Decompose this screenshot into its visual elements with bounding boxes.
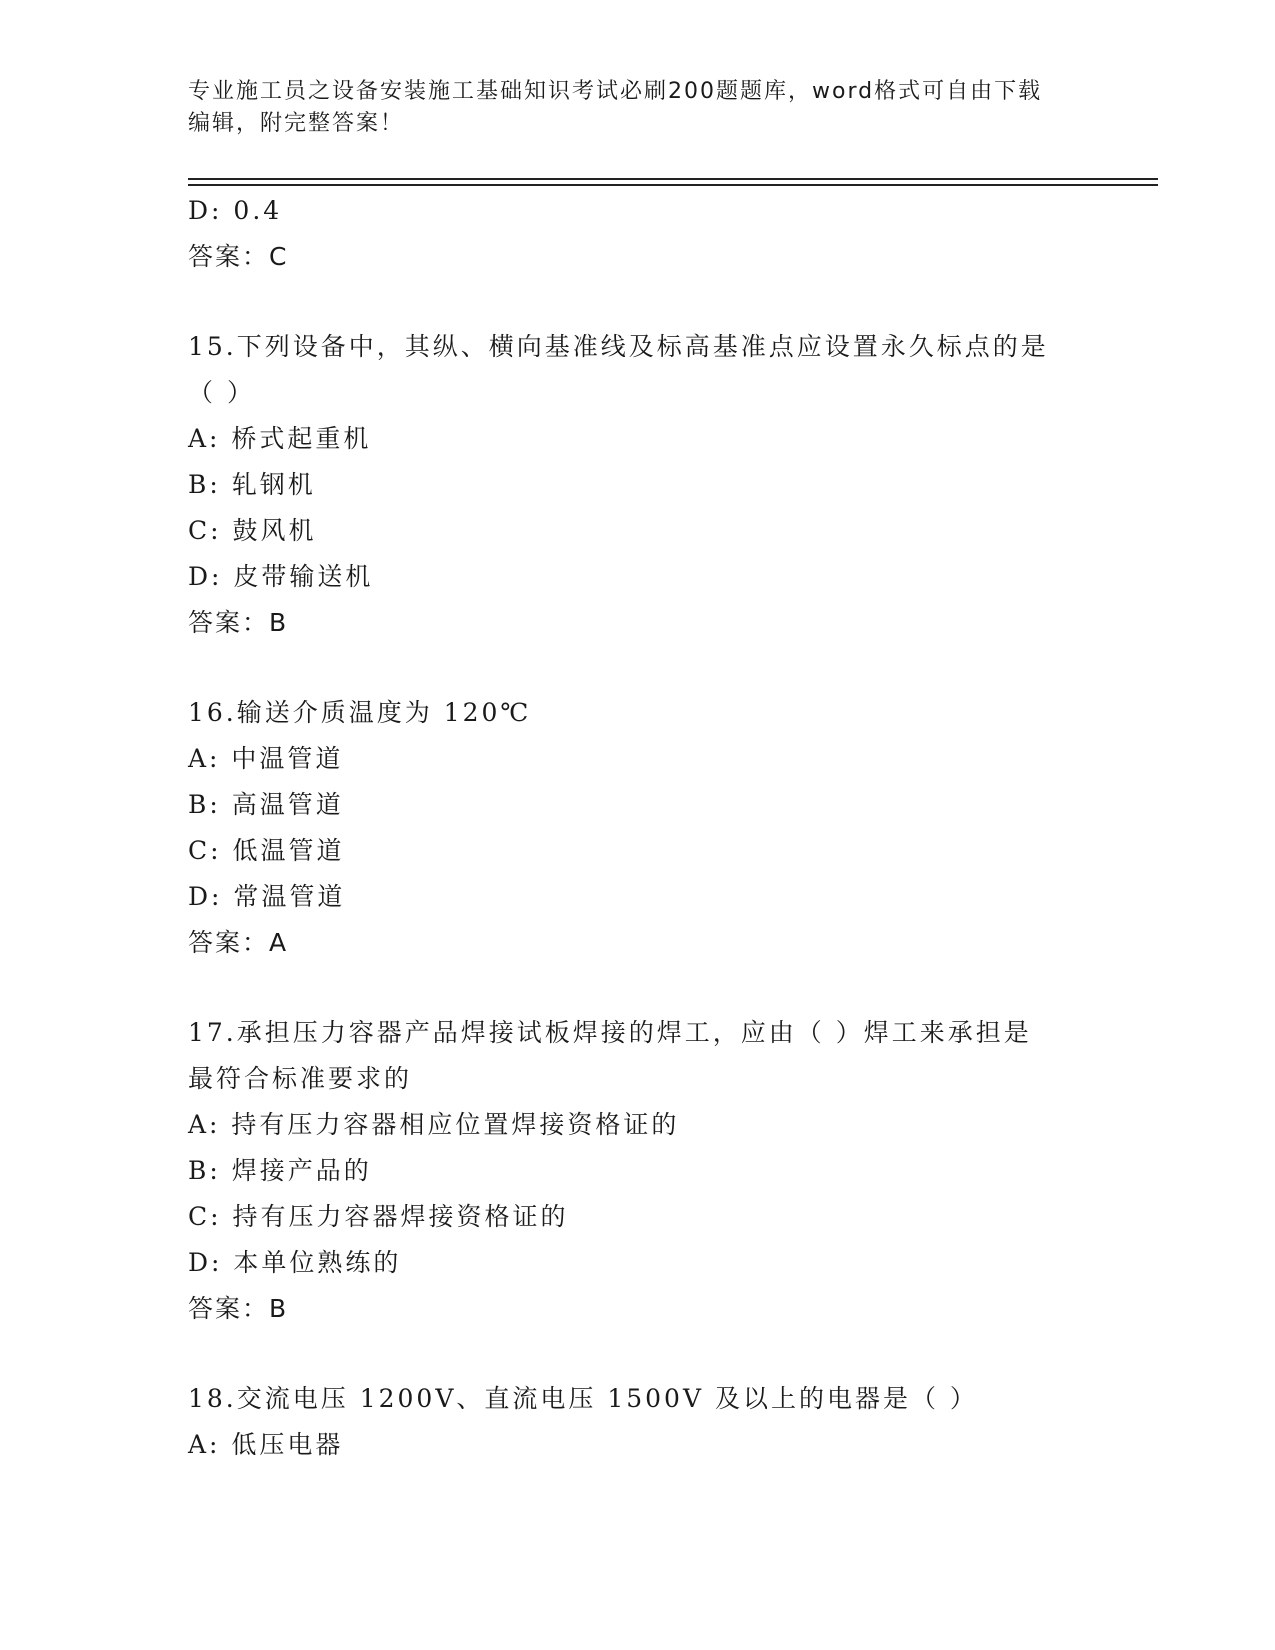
prev-option-d: D: 0.4 bbox=[188, 196, 283, 225]
question-16 bbox=[188, 690, 1088, 966]
spacer bbox=[188, 646, 1088, 690]
prev-answer: 答案：C bbox=[188, 242, 289, 271]
question-list bbox=[188, 188, 1088, 1468]
header-title-line2: 编辑，附完整答案！ bbox=[188, 111, 405, 136]
question-stem: 17.承担压力容器产品焊接试板焊接的焊工，应由（ ）焊工来承担是 bbox=[188, 1018, 1032, 1047]
question-stem-continued: （ ） bbox=[188, 378, 255, 407]
answer: 答案：B bbox=[188, 1294, 289, 1323]
question-15 bbox=[188, 324, 1088, 646]
answer: 答案：A bbox=[188, 928, 289, 957]
header-divider-top bbox=[188, 178, 1158, 180]
option-d: D: 皮带输送机 bbox=[188, 562, 374, 591]
document-header bbox=[188, 76, 1088, 140]
answer: 答案：B bbox=[188, 608, 289, 637]
option-d: D: 常温管道 bbox=[188, 882, 346, 911]
question-stem: 18.交流电压 1200V、直流电压 1500V 及以上的电器是（ ） bbox=[188, 1384, 978, 1413]
question-stem: 16.输送介质温度为 120℃ bbox=[188, 698, 532, 727]
question-17 bbox=[188, 1010, 1088, 1332]
option-b: B: 高温管道 bbox=[188, 790, 344, 819]
option-a: A: 中温管道 bbox=[188, 744, 344, 773]
option-c: C: 持有压力容器焊接资格证的 bbox=[188, 1202, 569, 1231]
option-d: D: 本单位熟练的 bbox=[188, 1248, 402, 1277]
question-stem: 15.下列设备中，其纵、横向基准线及标高基准点应设置永久标点的是 bbox=[188, 332, 1049, 361]
header-divider-bottom bbox=[188, 184, 1158, 186]
option-b: B: 焊接产品的 bbox=[188, 1156, 372, 1185]
question-stem-continued: 最符合标准要求的 bbox=[188, 1064, 413, 1093]
option-a: A: 低压电器 bbox=[188, 1430, 344, 1459]
option-a: A: 桥式起重机 bbox=[188, 424, 372, 453]
option-c: C: 鼓风机 bbox=[188, 516, 317, 545]
option-b: B: 轧钢机 bbox=[188, 470, 316, 499]
question-18 bbox=[188, 1376, 1088, 1468]
spacer bbox=[188, 1332, 1088, 1376]
option-c: C: 低温管道 bbox=[188, 836, 345, 865]
header-title-line1: 专业施工员之设备安装施工基础知识考试必刷200题题库，word格式可自由下载 bbox=[188, 79, 1043, 104]
option-a: A: 持有压力容器相应位置焊接资格证的 bbox=[188, 1110, 680, 1139]
spacer bbox=[188, 966, 1088, 1010]
spacer bbox=[188, 280, 1088, 324]
